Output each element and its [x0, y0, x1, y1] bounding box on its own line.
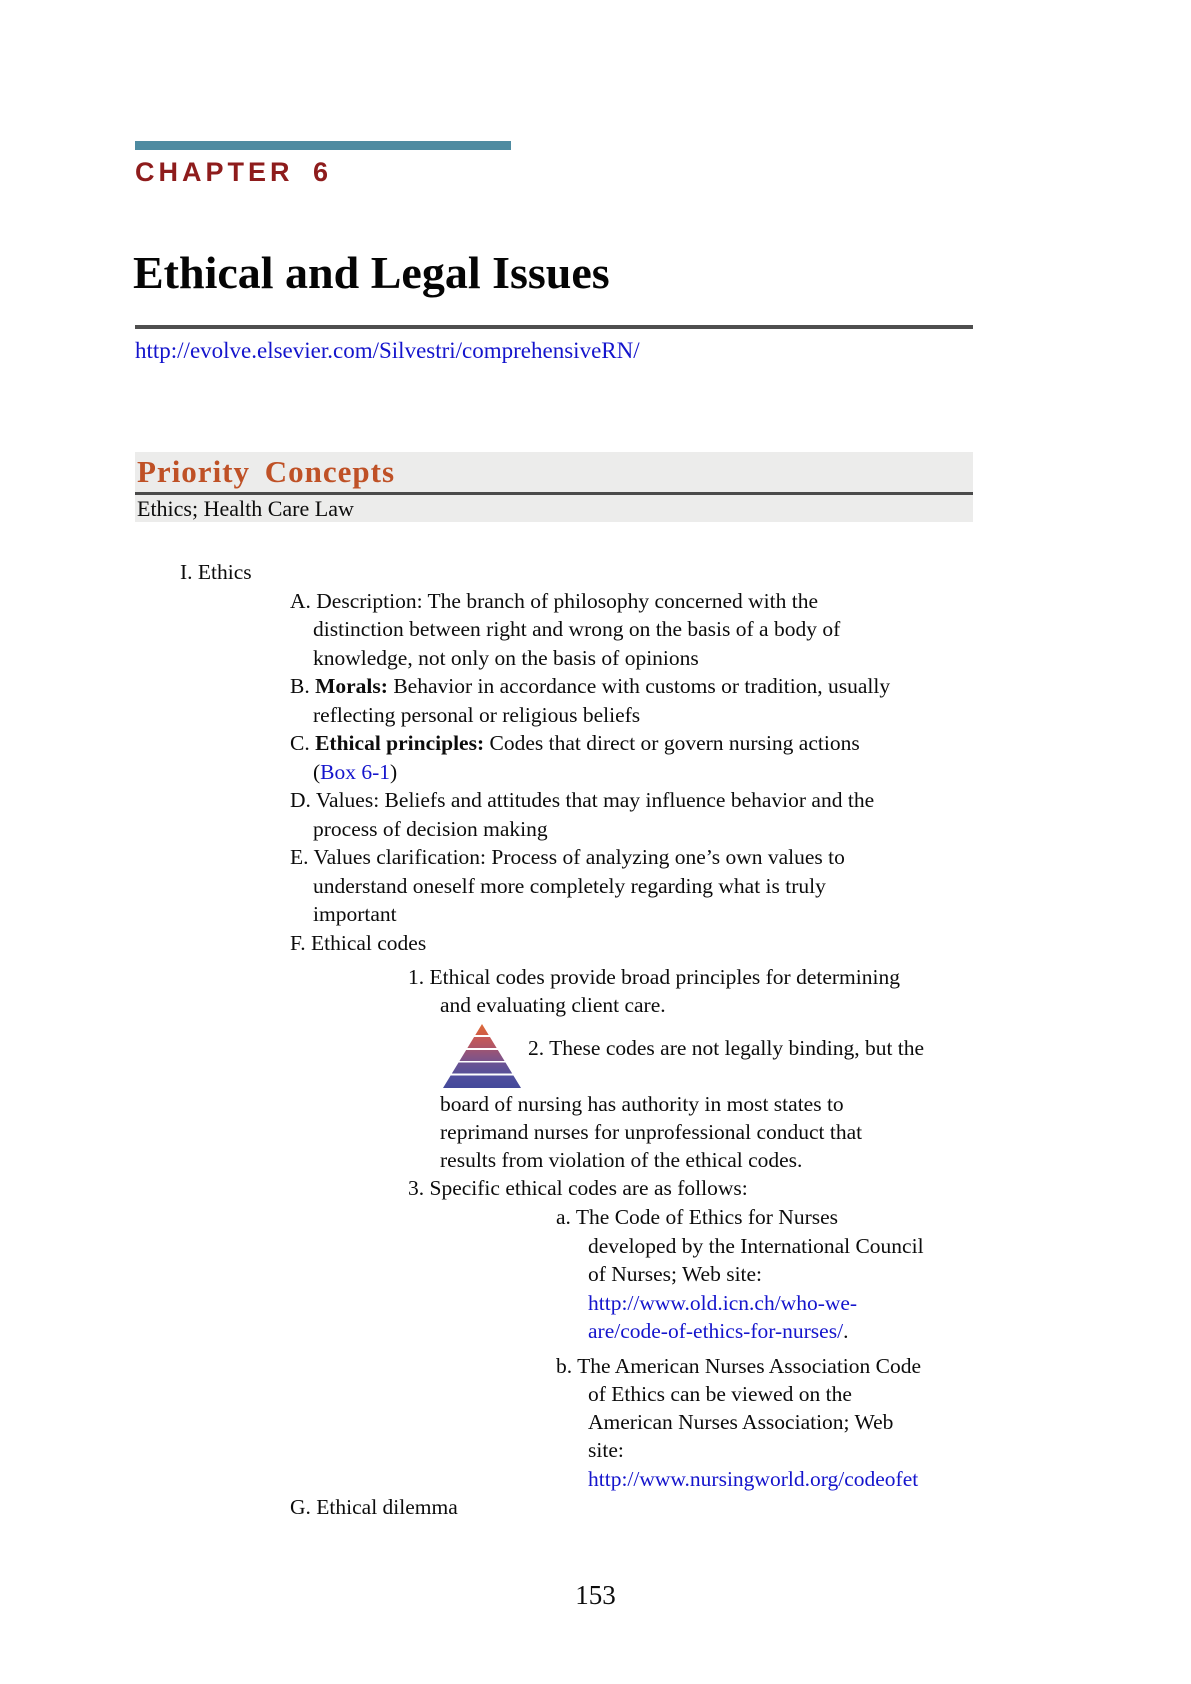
outline-item-G: G. Ethical dilemma: [290, 1495, 458, 1519]
priority-pyramid-icon: [443, 1024, 521, 1088]
outline-item-F2-line2: board of nursing has authority in most states to: [440, 1092, 844, 1116]
outline-B-prefix: B.: [290, 674, 316, 698]
outline-item-F3a-line2: developed by the International Council: [588, 1234, 924, 1258]
outline-item-F3b-line2: of Ethics can be viewed on the: [588, 1382, 852, 1406]
outline-item-F2-line1: 2. These codes are not legally binding, but the: [528, 1036, 925, 1060]
outline-item-D-line2: process of decision making: [313, 817, 548, 841]
outline-item-F3b-line4: site:: [588, 1438, 624, 1462]
outline-item-F2-line4: results from violation of the ethical codes.: [440, 1148, 803, 1172]
outline-C-term: Ethical principles:: [315, 731, 485, 755]
outline-item-F3b-line3: American Nurses Association; Web: [588, 1410, 894, 1434]
outline-item-A-line1: A. Description: The branch of philosophy concerned with the: [290, 589, 819, 613]
outline-item-E-line2: understand oneself more completely regarding what is truly: [313, 874, 826, 898]
sentence-period: .: [843, 1319, 849, 1343]
outline-item-F3b-link-line: [588, 1465, 918, 1493]
outline-item-I: I. Ethics: [180, 560, 252, 584]
outline-item-F3a-line1: a. The Code of Ethics for Nurses: [556, 1205, 839, 1229]
outline-item-E-line3: important: [313, 902, 397, 926]
outline-item-F: F. Ethical codes: [290, 931, 427, 955]
outline-item-A-line2: distinction between right and wrong on the basis of a body of: [313, 617, 841, 641]
outline-item-C-line2: [313, 758, 397, 786]
outline-item-D-line1: D. Values: Beliefs and attitudes that may influence behavior and the: [290, 788, 875, 812]
priority-concepts-box: [135, 452, 973, 522]
outline-item-F3b-line1: b. The American Nurses Association Code: [556, 1354, 922, 1378]
icn-code-of-ethics-link-line1[interactable]: http://www.old.icn.ch/who-we-: [588, 1291, 858, 1315]
page-number: 153: [575, 1580, 616, 1610]
outline-item-B-line2: reflecting personal or religious beliefs: [313, 703, 641, 727]
outline-C-prefix: C.: [290, 731, 316, 755]
evolve-resource-link[interactable]: http://evolve.elsevier.com/Silvestri/comprehensiveRN/: [135, 338, 640, 363]
chapter-title: Ethical and Legal Issues: [133, 247, 610, 298]
chapter-label: CHAPTER 6: [135, 157, 333, 187]
priority-concepts-heading: Priority Concepts: [137, 454, 396, 489]
priority-concepts-list: Ethics; Health Care Law: [137, 496, 354, 521]
outline-item-A-line3: knowledge, not only on the basis of opinions: [313, 646, 699, 670]
outline-item-F3a-link-line1: [588, 1289, 857, 1317]
outline-item-E-line1: E. Values clarification: Process of analyzing one’s own values to: [290, 845, 845, 869]
outline-item-F1-line1: 1. Ethical codes provide broad principles for determining: [408, 965, 900, 989]
outline-item-B-line1: [290, 672, 890, 700]
outline-item-F3a-line3: of Nurses; Web site:: [588, 1262, 763, 1286]
box-6-1-link[interactable]: Box 6-1: [320, 760, 391, 784]
outline-item-F2-line3: reprimand nurses for unprofessional conduct that: [440, 1120, 863, 1144]
title-divider-rule: [135, 325, 973, 329]
outline-item-F1-line2: and evaluating client care.: [440, 993, 666, 1017]
paren-open: (: [313, 760, 321, 784]
outline-B-term: Morals:: [315, 674, 388, 698]
icn-code-of-ethics-link-line2[interactable]: are/code-of-ethics-for-nurses/: [588, 1319, 844, 1343]
nursingworld-code-link[interactable]: http://www.nursingworld.org/codeofet: [588, 1467, 919, 1491]
chapter-accent-bar: [135, 141, 511, 150]
outline-item-F3a-link-line2: [588, 1317, 848, 1345]
paren-close: ): [390, 760, 398, 784]
outline-B-text: Behavior in accordance with customs or tradition, usually: [387, 674, 891, 698]
outline-item-C-line1: [290, 729, 860, 757]
outline-C-text: Codes that direct or govern nursing actions: [484, 731, 860, 755]
outline-item-F3: 3. Specific ethical codes are as follows:: [408, 1176, 748, 1200]
